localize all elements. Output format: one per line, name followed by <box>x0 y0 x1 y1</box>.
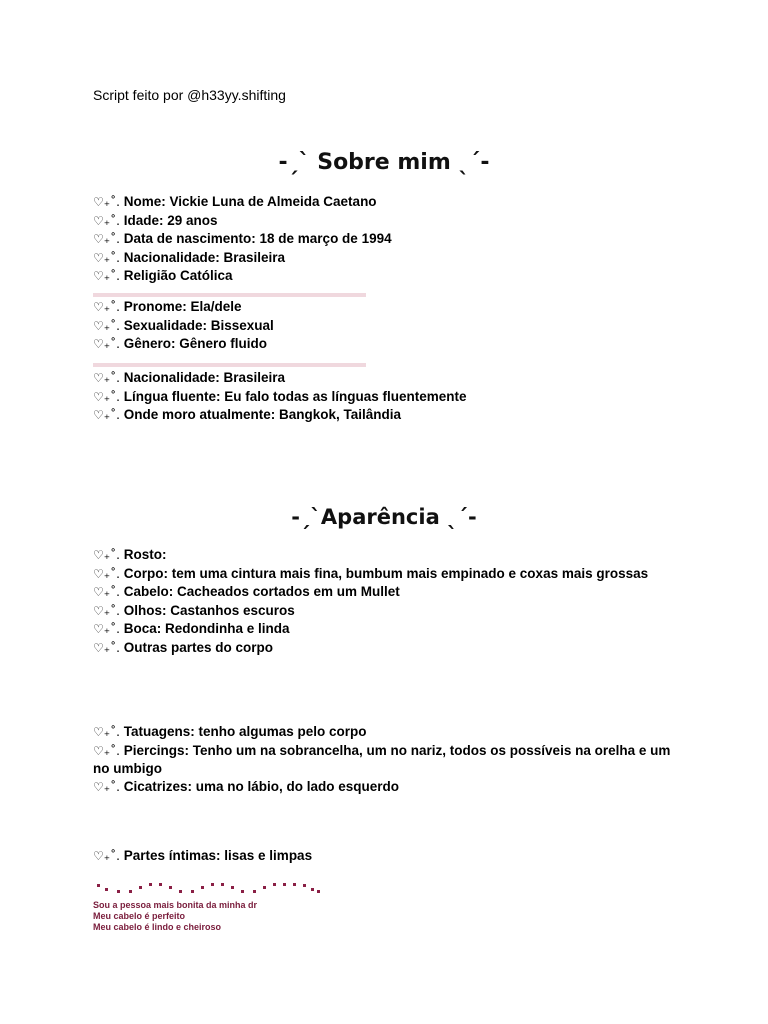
list-item: ♡₊˚. Piercings: Tenho um na sobrancelha, um no nariz, todos os possíveis na orelha e um no umbigo <box>93 742 671 777</box>
heart-sparkle-icon: ♡₊˚. <box>93 585 124 600</box>
heart-sparkle-icon: ♡₊˚. <box>93 337 124 352</box>
section-title-sobre-mim: -ˏˋ Sobre mim ˎˊ- <box>278 150 490 175</box>
list-item: ♡₊˚. Partes íntimas: lisas e limpas <box>93 848 313 863</box>
heart-sparkle-icon: ♡₊˚. <box>93 725 124 739</box>
heart-sparkle-icon: ♡₊˚. <box>93 195 124 209</box>
list-item: ♡₊˚. Data de nascimento: 18 de março de 1994 <box>93 231 392 247</box>
list-item: ♡₊˚. Gênero: Gênero fluido <box>93 336 267 352</box>
heart-sparkle-icon: ♡₊˚. <box>93 371 124 385</box>
list-item: ♡₊˚. Tatuagens: tenho algumas pelo corpo <box>93 724 367 739</box>
sobre-mim-list-3 <box>93 369 683 425</box>
affirmation-note: Sou a pessoa mais bonita da minha dr <box>93 900 258 910</box>
list-item: ♡₊˚. Rosto: <box>93 547 167 562</box>
heart-sparkle-icon: ♡₊˚. <box>93 849 124 863</box>
list-item: ♡₊˚. Pronome: Ela/dele <box>93 299 242 314</box>
list-item: ♡₊˚. Língua fluente: Eu falo todas as línguas fluentemente <box>93 388 467 404</box>
heart-sparkle-icon: ♡₊˚. <box>93 389 124 404</box>
heart-sparkle-icon: ♡₊˚. <box>93 566 124 581</box>
list-item: ♡₊˚. Corpo: tem uma cintura mais fina, bumbum mais empinado e coxas mais grossas <box>93 565 649 581</box>
heart-sparkle-icon: ♡₊˚. <box>93 548 124 562</box>
aparencia-list-3 <box>93 847 683 866</box>
heart-sparkle-icon: ♡₊˚. <box>93 640 124 655</box>
list-item: ♡₊˚. Religião Católica <box>93 268 233 284</box>
affirmation-note: Meu cabelo é perfeito <box>93 911 186 921</box>
heart-sparkle-icon: ♡₊˚. <box>93 250 124 265</box>
section-title-aparencia: -ˏˋAparência ˎˊ- <box>291 505 477 529</box>
aparencia-list-2 <box>93 723 683 796</box>
sobre-mim-list-1 <box>93 193 683 286</box>
script-credit: Script feito por @h33yy.shifting <box>93 87 286 103</box>
section-divider <box>93 363 366 367</box>
heart-sparkle-icon: ♡₊˚. <box>93 603 124 618</box>
list-item: ♡₊˚. Nacionalidade: Brasileira <box>93 249 286 265</box>
sobre-mim-list-2 <box>93 298 683 354</box>
heart-sparkle-icon: ♡₊˚. <box>93 269 124 284</box>
heart-sparkle-icon: ♡₊˚. <box>93 622 124 637</box>
list-item: ♡₊˚. Olhos: Castanhos escuros <box>93 602 295 618</box>
list-item: ♡₊˚. Boca: Redondinha e linda <box>93 621 290 637</box>
heart-sparkle-icon: ♡₊˚. <box>93 213 124 228</box>
list-item: ♡₊˚. Outras partes do corpo <box>93 639 274 655</box>
heart-sparkle-icon: ♡₊˚. <box>93 743 124 758</box>
heart-sparkle-icon: ♡₊˚. <box>93 300 124 314</box>
list-item: ♡₊˚. Sexualidade: Bissexual <box>93 317 274 333</box>
list-item: ♡₊˚. Idade: 29 anos <box>93 212 218 228</box>
list-item: ♡₊˚. Cicatrizes: uma no lábio, do lado esquerdo <box>93 778 400 794</box>
heart-sparkle-icon: ♡₊˚. <box>93 232 124 247</box>
section-divider <box>93 293 366 297</box>
list-item: ♡₊˚. Nacionalidade: Brasileira <box>93 370 286 385</box>
heart-sparkle-icon: ♡₊˚. <box>93 318 124 333</box>
heart-sparkle-icon: ♡₊˚. <box>93 408 124 423</box>
list-item: ♡₊˚. Onde moro atualmente: Bangkok, Tailândia <box>93 407 402 423</box>
aparencia-list-1 <box>93 546 683 658</box>
affirmation-note: Meu cabelo é lindo e cheiroso <box>93 922 222 932</box>
list-item: ♡₊˚. Nome: Vickie Luna de Almeida Caetano <box>93 194 377 209</box>
heart-sparkle-icon: ♡₊˚. <box>93 779 124 794</box>
list-item: ♡₊˚. Cabelo: Cacheados cortados em um Mullet <box>93 584 400 600</box>
